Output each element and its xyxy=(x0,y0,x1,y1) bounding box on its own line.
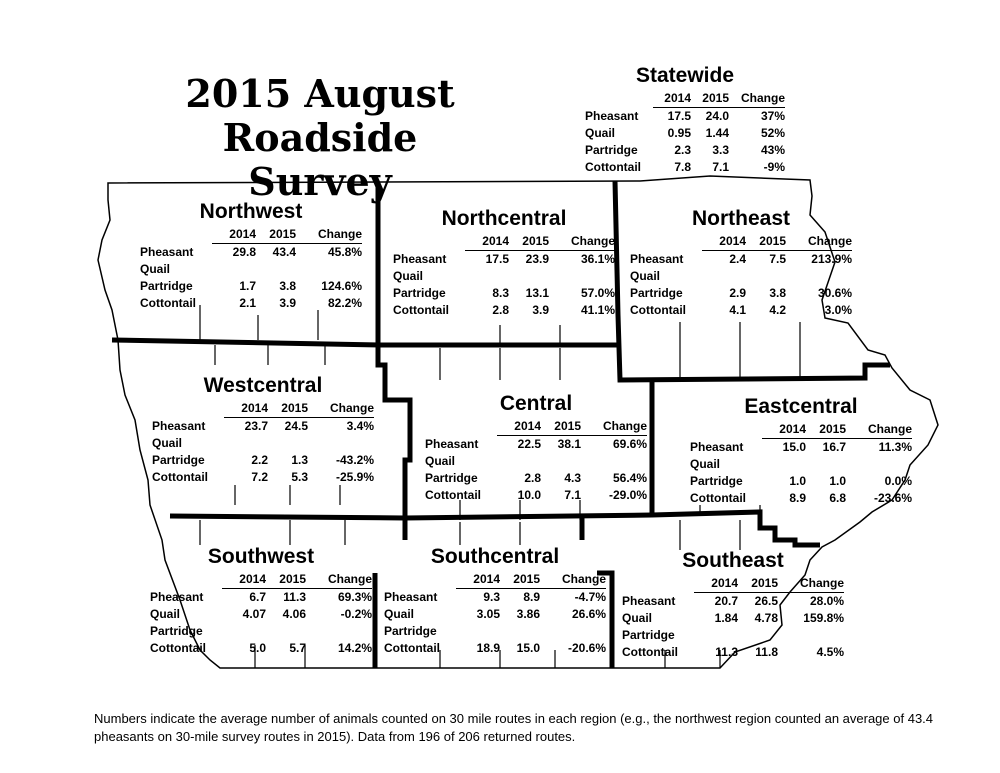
value-2015: 13.1 xyxy=(525,286,549,300)
value-2015: 16.7 xyxy=(822,440,846,454)
header-2015: 2015 xyxy=(500,571,540,589)
table-row xyxy=(152,452,374,469)
value-change: 37% xyxy=(760,109,785,123)
value-2015: 4.06 xyxy=(282,607,306,621)
value-change xyxy=(296,261,362,278)
value-2014: 2.8 xyxy=(492,303,509,317)
region-table xyxy=(152,400,374,486)
header-change: Change xyxy=(778,575,844,593)
value-change: 0.0% xyxy=(884,474,912,488)
value-change: -43.2% xyxy=(335,453,374,467)
table-header-row xyxy=(630,233,852,251)
value-2014: 4.07 xyxy=(242,607,266,621)
species-label: Pheasant xyxy=(150,589,204,604)
header-2015: 2015 xyxy=(509,233,549,251)
value-2014: 2.2 xyxy=(251,453,268,467)
value-2015 xyxy=(806,456,846,473)
value-change: 3.4% xyxy=(346,419,374,433)
region-table xyxy=(690,421,912,507)
species-label: Pheasant xyxy=(585,108,639,123)
value-2014: 10.0 xyxy=(517,488,541,502)
value-2015: 3.86 xyxy=(516,607,540,621)
header-2015: 2015 xyxy=(266,571,306,589)
header-blank xyxy=(585,90,653,108)
header-change: Change xyxy=(308,400,374,418)
header-blank xyxy=(622,575,694,593)
header-change: Change xyxy=(306,571,372,589)
header-change: Change xyxy=(540,571,606,589)
value-2015: 11.8 xyxy=(755,645,778,659)
value-2015 xyxy=(256,261,296,278)
species-label: Partridge xyxy=(140,279,193,293)
value-2015 xyxy=(268,435,308,452)
value-2014: 17.5 xyxy=(485,252,509,266)
table-row xyxy=(622,644,844,661)
value-2014: 29.8 xyxy=(232,245,256,259)
value-change xyxy=(540,623,606,640)
species-label: Cottontail xyxy=(690,491,746,505)
value-2014: 11.3 xyxy=(715,645,738,659)
value-2014 xyxy=(497,453,541,470)
value-2015: 24.0 xyxy=(705,109,729,123)
region-name: Southeast xyxy=(682,549,784,572)
table-header-row xyxy=(425,418,647,436)
value-2015: 7.1 xyxy=(712,160,729,174)
value-2014: 18.9 xyxy=(476,641,500,655)
value-2015: 5.3 xyxy=(291,470,308,484)
value-2015: 26.5 xyxy=(754,594,778,608)
header-blank xyxy=(150,571,222,589)
value-change: 45.8% xyxy=(327,245,362,259)
region-statewide xyxy=(585,64,785,176)
value-2014: 5.0 xyxy=(249,641,266,655)
value-2014: 7.8 xyxy=(674,160,691,174)
header-blank xyxy=(425,418,497,436)
value-change: 69.6% xyxy=(612,437,647,451)
value-change xyxy=(306,623,372,640)
value-2014: 23.7 xyxy=(244,419,268,433)
table-row xyxy=(152,418,374,436)
region-table xyxy=(140,226,362,312)
species-label: Pheasant xyxy=(690,439,744,454)
region-name: Statewide xyxy=(635,64,735,87)
table-row xyxy=(393,302,615,319)
species-label: Quail xyxy=(630,269,661,283)
region-name: Westcentral xyxy=(203,374,323,397)
table-header-row xyxy=(150,571,372,589)
value-change: -23.6% xyxy=(873,491,912,505)
value-2014: 1.84 xyxy=(714,611,738,625)
header-2014: 2014 xyxy=(224,400,268,418)
header-blank xyxy=(152,400,224,418)
species-label: Quail xyxy=(622,611,653,625)
region-northcentral xyxy=(393,207,615,319)
value-change: 57.0% xyxy=(580,286,615,300)
header-2015: 2015 xyxy=(806,421,846,439)
table-row xyxy=(384,640,606,657)
table-row xyxy=(690,456,912,473)
value-change: 41.1% xyxy=(580,303,615,317)
region-southcentral xyxy=(384,545,606,657)
header-change: Change xyxy=(729,90,785,108)
species-label: Quail xyxy=(140,262,171,276)
value-2014: 2.1 xyxy=(239,296,256,310)
value-change: 4.5% xyxy=(816,645,844,659)
table-row xyxy=(152,435,374,452)
value-2015 xyxy=(738,627,778,644)
table-row xyxy=(384,606,606,623)
species-label: Partridge xyxy=(585,143,638,157)
header-2014: 2014 xyxy=(694,575,738,593)
value-change xyxy=(308,435,374,452)
value-2015: 1.0 xyxy=(829,474,846,488)
value-2015: 43.4 xyxy=(272,245,296,259)
value-2014: 20.7 xyxy=(714,594,738,608)
value-change: -25.9% xyxy=(335,470,374,484)
value-change xyxy=(786,268,852,285)
value-change xyxy=(549,268,615,285)
header-2015: 2015 xyxy=(256,226,296,244)
region-table xyxy=(150,571,372,657)
species-label: Pheasant xyxy=(630,251,684,266)
header-blank xyxy=(690,421,762,439)
value-2014: 1.0 xyxy=(789,474,806,488)
species-label: Partridge xyxy=(622,628,675,642)
table-row xyxy=(630,302,852,319)
value-change: 56.4% xyxy=(612,471,647,485)
value-2015 xyxy=(541,453,581,470)
header-2015: 2015 xyxy=(268,400,308,418)
species-label: Pheasant xyxy=(622,593,676,608)
value-2015: 4.2 xyxy=(769,303,786,317)
region-northwest xyxy=(140,200,362,312)
header-change: Change xyxy=(581,418,647,436)
value-change: 3.0% xyxy=(824,303,852,317)
header-2014: 2014 xyxy=(222,571,266,589)
value-2015: 6.8 xyxy=(829,491,846,505)
region-table xyxy=(384,571,606,657)
species-label: Partridge xyxy=(630,286,683,300)
value-change: -4.7% xyxy=(574,590,606,604)
value-2014 xyxy=(702,268,746,285)
region-name: Northeast xyxy=(691,207,791,230)
value-2014: 17.5 xyxy=(667,109,691,123)
table-row xyxy=(690,473,912,490)
table-row xyxy=(152,469,374,486)
footnote: Numbers indicate the average number of animals counted on 30 mile routes in each region (e.g., the northwest region counted an average of 43.4 pheasants on 30-mile survey routes in 2015). Data from 196 of 206 returned routes. xyxy=(94,711,934,744)
table-header-row xyxy=(152,400,374,418)
value-2014: 8.9 xyxy=(789,491,806,505)
value-2014 xyxy=(694,627,738,644)
value-2015 xyxy=(746,268,786,285)
table-row xyxy=(630,268,852,285)
value-change: 213.9% xyxy=(811,252,852,266)
table-row xyxy=(585,142,785,159)
table-row xyxy=(630,251,852,269)
region-name: Northcentral xyxy=(441,207,567,230)
value-2015 xyxy=(266,623,306,640)
species-label: Quail xyxy=(150,607,181,621)
value-2015: 4.3 xyxy=(564,471,581,485)
species-label: Pheasant xyxy=(384,589,438,604)
value-2014 xyxy=(212,261,256,278)
value-change: 26.6% xyxy=(571,607,606,621)
value-change: -9% xyxy=(763,160,785,174)
table-row xyxy=(384,623,606,640)
value-change: 43% xyxy=(760,143,785,157)
header-2015: 2015 xyxy=(738,575,778,593)
table-row xyxy=(150,640,372,657)
value-change: 30.6% xyxy=(817,286,852,300)
species-label: Partridge xyxy=(690,474,743,488)
value-change: -20.6% xyxy=(567,641,606,655)
table-row xyxy=(690,439,912,457)
value-2015: 1.3 xyxy=(291,453,308,467)
value-2015: 24.5 xyxy=(284,419,308,433)
region-table xyxy=(630,233,852,319)
species-label: Partridge xyxy=(425,471,478,485)
header-blank xyxy=(393,233,465,251)
header-change: Change xyxy=(549,233,615,251)
species-label: Quail xyxy=(585,126,616,140)
value-change: -29.0% xyxy=(608,488,647,502)
value-2014 xyxy=(222,623,266,640)
value-2014: 22.5 xyxy=(517,437,541,451)
header-change: Change xyxy=(846,421,912,439)
species-label: Partridge xyxy=(393,286,446,300)
value-2014: 2.4 xyxy=(729,252,746,266)
value-2014: 9.3 xyxy=(483,590,500,604)
table-row xyxy=(140,244,362,262)
value-2014 xyxy=(465,268,509,285)
species-label: Quail xyxy=(393,269,424,283)
species-label: Cottontail xyxy=(150,641,206,655)
header-blank xyxy=(630,233,702,251)
species-label: Cottontail xyxy=(425,488,481,502)
header-2014: 2014 xyxy=(456,571,500,589)
species-label: Pheasant xyxy=(140,244,194,259)
region-name: Southwest xyxy=(207,545,315,568)
species-label: Cottontail xyxy=(393,303,449,317)
header-2015: 2015 xyxy=(541,418,581,436)
value-2015: 8.9 xyxy=(523,590,540,604)
region-westcentral xyxy=(152,374,374,486)
header-change: Change xyxy=(296,226,362,244)
value-2015: 3.8 xyxy=(769,286,786,300)
header-2015: 2015 xyxy=(746,233,786,251)
value-2015: 38.1 xyxy=(557,437,581,451)
table-row xyxy=(622,610,844,627)
value-change: 82.2% xyxy=(327,296,362,310)
value-change xyxy=(778,627,844,644)
region-table xyxy=(393,233,615,319)
table-row xyxy=(150,589,372,607)
table-header-row xyxy=(622,575,844,593)
value-2014: 3.05 xyxy=(476,607,500,621)
region-southwest xyxy=(150,545,372,657)
table-header-row xyxy=(393,233,615,251)
header-2014: 2014 xyxy=(762,421,806,439)
species-label: Quail xyxy=(384,607,415,621)
region-name: Eastcentral xyxy=(744,395,858,418)
value-2014 xyxy=(762,456,806,473)
species-label: Cottontail xyxy=(152,470,208,484)
region-table xyxy=(425,418,647,504)
value-change xyxy=(846,456,912,473)
value-change: 69.3% xyxy=(337,590,372,604)
table-row xyxy=(425,487,647,504)
value-change: 28.0% xyxy=(809,594,844,608)
region-northeast xyxy=(630,207,852,319)
table-row xyxy=(690,490,912,507)
value-change xyxy=(581,453,647,470)
region-name: Central xyxy=(499,392,573,415)
table-header-row xyxy=(140,226,362,244)
region-eastcentral xyxy=(690,395,912,507)
value-2014: 2.9 xyxy=(729,286,746,300)
value-2015: 3.3 xyxy=(712,143,729,157)
table-row xyxy=(585,159,785,176)
value-2014: 7.2 xyxy=(251,470,268,484)
value-change: 36.1% xyxy=(580,252,615,266)
value-change: 124.6% xyxy=(321,279,362,293)
header-2014: 2014 xyxy=(702,233,746,251)
value-2014: 2.8 xyxy=(524,471,541,485)
region-table xyxy=(585,90,785,176)
table-row xyxy=(425,470,647,487)
table-row xyxy=(622,593,844,611)
species-label: Quail xyxy=(690,457,721,471)
header-2014: 2014 xyxy=(212,226,256,244)
table-row xyxy=(630,285,852,302)
value-change: 52% xyxy=(760,126,785,140)
table-row xyxy=(622,627,844,644)
species-label: Cottontail xyxy=(140,296,196,310)
species-label: Partridge xyxy=(152,453,205,467)
table-header-row xyxy=(690,421,912,439)
value-2015: 7.1 xyxy=(564,488,581,502)
value-2015: 5.7 xyxy=(289,641,306,655)
species-label: Cottontail xyxy=(622,645,678,659)
header-2015: 2015 xyxy=(691,90,729,108)
value-2015: 11.3 xyxy=(283,590,306,604)
title-line-1: 2015 August xyxy=(185,71,455,116)
value-2015: 23.9 xyxy=(525,252,549,266)
map-title xyxy=(150,72,490,204)
species-label: Quail xyxy=(425,454,456,468)
value-2015: 1.44 xyxy=(705,126,729,140)
region-southeast xyxy=(622,549,844,661)
header-change: Change xyxy=(786,233,852,251)
table-row xyxy=(140,261,362,278)
value-2015: 3.9 xyxy=(532,303,549,317)
value-2015: 3.9 xyxy=(279,296,296,310)
value-2014: 0.95 xyxy=(667,126,691,140)
species-label: Pheasant xyxy=(152,418,206,433)
region-name: Southcentral xyxy=(430,545,560,568)
table-row xyxy=(393,285,615,302)
species-label: Cottontail xyxy=(384,641,440,655)
table-row xyxy=(150,623,372,640)
species-label: Partridge xyxy=(150,624,203,638)
value-2015 xyxy=(509,268,549,285)
species-label: Cottontail xyxy=(630,303,686,317)
species-label: Cottontail xyxy=(585,160,641,174)
value-change: 159.8% xyxy=(803,611,844,625)
species-label: Pheasant xyxy=(393,251,447,266)
value-2014 xyxy=(456,623,500,640)
region-name: Northwest xyxy=(199,200,303,223)
species-label: Partridge xyxy=(384,624,437,638)
header-2014: 2014 xyxy=(497,418,541,436)
table-header-row xyxy=(585,90,785,108)
value-2014: 15.0 xyxy=(782,440,806,454)
value-2015: 7.5 xyxy=(769,252,786,266)
value-2015: 15.0 xyxy=(516,641,540,655)
value-change: -0.2% xyxy=(340,607,372,621)
table-row xyxy=(425,453,647,470)
header-2014: 2014 xyxy=(653,90,691,108)
value-2014 xyxy=(224,435,268,452)
header-2014: 2014 xyxy=(465,233,509,251)
title-line-2: Roadside Survey xyxy=(222,115,418,204)
table-row xyxy=(425,436,647,454)
species-label: Pheasant xyxy=(425,436,479,451)
value-2014: 4.1 xyxy=(729,303,746,317)
table-row xyxy=(140,295,362,312)
value-2015: 4.78 xyxy=(754,611,778,625)
table-row xyxy=(384,589,606,607)
value-2014: 6.7 xyxy=(249,590,266,604)
region-table xyxy=(622,575,844,661)
value-2014: 1.7 xyxy=(239,279,256,293)
table-row xyxy=(393,251,615,269)
table-row xyxy=(140,278,362,295)
region-central xyxy=(425,392,647,504)
value-2015 xyxy=(500,623,540,640)
header-blank xyxy=(140,226,212,244)
value-change: 11.3% xyxy=(878,440,912,454)
value-2015: 3.8 xyxy=(279,279,296,293)
table-row xyxy=(585,125,785,142)
table-row xyxy=(585,108,785,126)
table-header-row xyxy=(384,571,606,589)
species-label: Quail xyxy=(152,436,183,450)
table-row xyxy=(393,268,615,285)
header-blank xyxy=(384,571,456,589)
value-2014: 2.3 xyxy=(674,143,691,157)
table-row xyxy=(150,606,372,623)
value-2014: 8.3 xyxy=(492,286,509,300)
value-change: 14.2% xyxy=(337,641,372,655)
